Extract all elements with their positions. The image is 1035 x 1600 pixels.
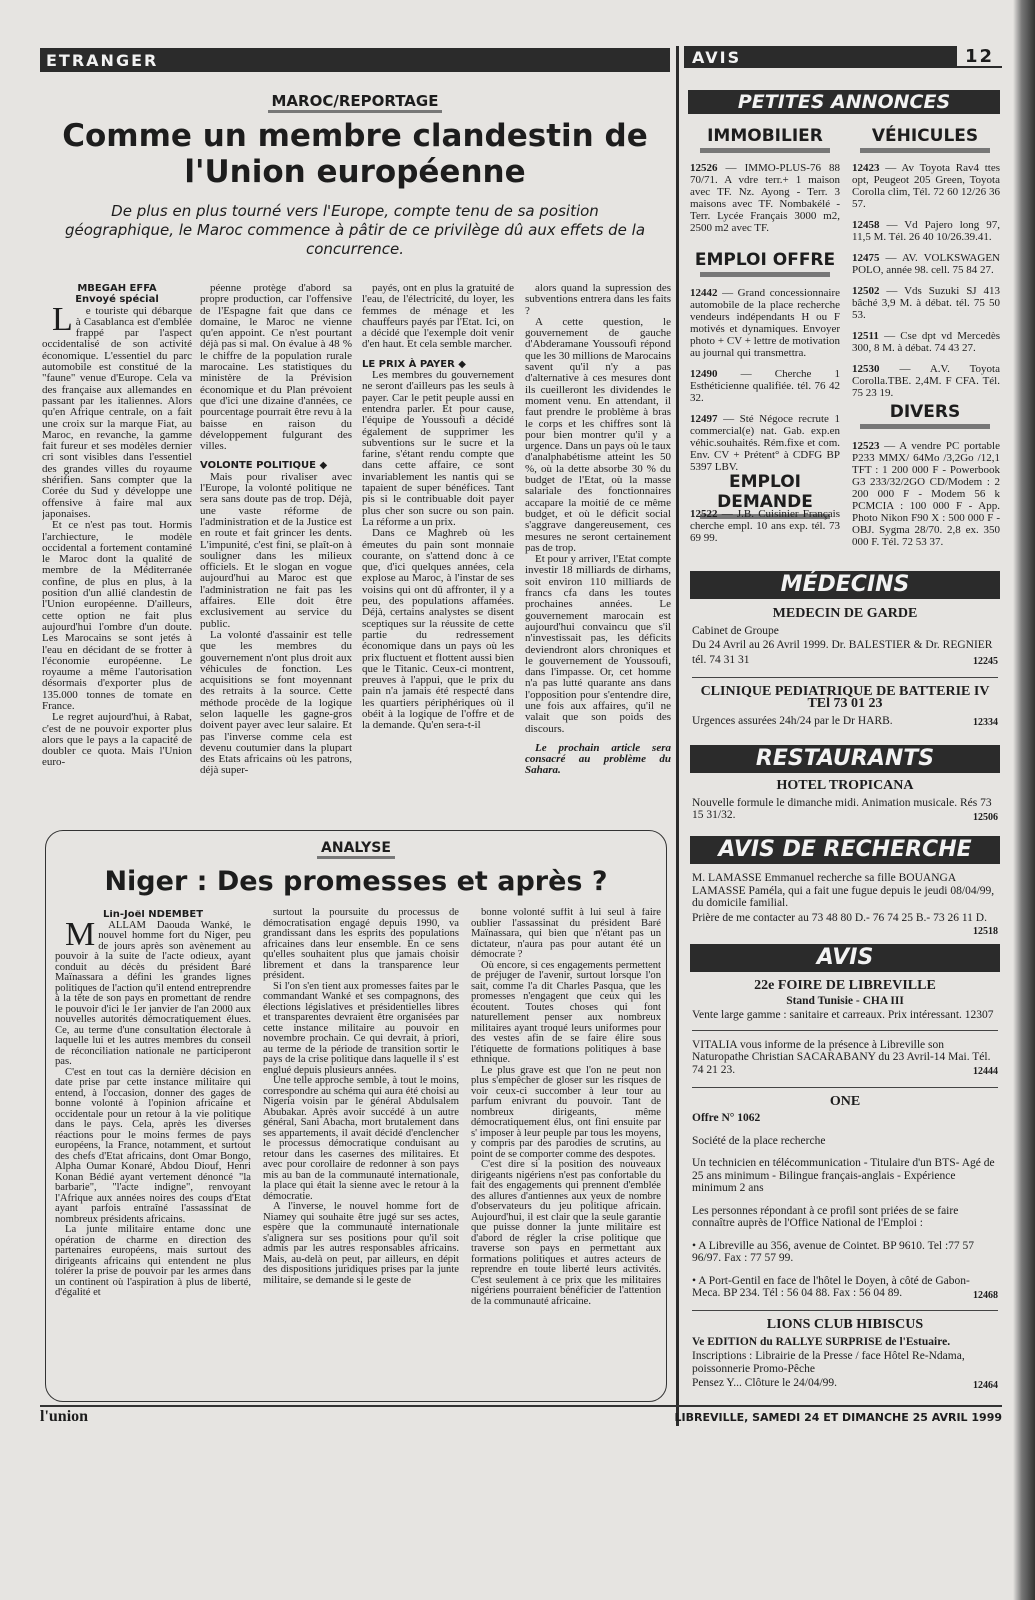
divider [692, 1310, 998, 1311]
ad-ref: 12526 [690, 162, 718, 174]
paragraph: Mais pour rivaliser avec l'Europe, la volonté politique ne sera sans doute pas de trop. Déjà, une vaste réforme de l'administration et de la Justice est en route et fait grincer les dents. L'impunité, c'est fini, se plaît-on à souligner dans les milieux officiels. Et le slogan en vogue aujourd'hui au Maroc est que l'administration ne fait pas les affaires. Elle doit être exclusivement au service du public. [200, 470, 352, 630]
ad-ref: 12444 [973, 1066, 998, 1077]
ad-text: — Vd Pajero long 97, 11,5 M. Tél. 26 40 10/26.39.41. [852, 219, 1000, 243]
section-name: ETRANGER [46, 51, 159, 70]
medecin-garde-title: MEDECIN DE GARDE [772, 606, 918, 621]
paragraph: payés, ont en plus la gratuité de l'eau, de l'électricité, du loyer, les femmes de ménage et les chauffeurs payés par l'Etat. Ici, on a décidé que l'exemple doit venir d'en haut. Et cela semble marcher. [362, 283, 514, 351]
paragraph: Où encore, si ces engagements permettent de préjuger de l'avenir, surtout lorsque l'on sait, comme l'a dit Charles Pasqua, que les promesses n'engagent que ceux qui les écoutent. Toutes choses qui font naturellement penser aux nombreux militaires ayant troqué leurs uniformes pour des vestes afin de se faire élire sous l'étiquette de formations politiques à base ethnique. [471, 959, 661, 1065]
page-footer [40, 1405, 1002, 1427]
medecins-banner: MÉDECINS [690, 571, 1000, 599]
clinique-text: Urgences assurées 24h/24 par le Dr HARB. [692, 714, 893, 727]
classified-ad [690, 162, 840, 234]
ad-ref: 12506 [973, 811, 998, 823]
classified-ad [690, 508, 840, 544]
byline: Envoyé spécial [75, 294, 159, 306]
ad-ref: 12511 [852, 330, 879, 342]
paragraph: La junte militaire entame donc une opération de charme en direction des partenaires européens, mais surtout des dirigeants africains qui entendent ne plus tolérer la prise de pouvoir par les armes dans un continent où l'aspiration à plus de liberté, d'égalité et [55, 1224, 251, 1298]
one-text: • A Libreville au 356, avenue de Cointet. BP 9610. Tel :77 57 96/97. Fax : 77 57 99. [692, 1239, 975, 1264]
ad-text: — Sté Négoce recrute 1 commercial(e) nat. Gab. exp.en véhic.souhaités. Rém.fixe et com. Env. CV + Prétent° à CDFG BP 5397 LBV. [690, 413, 840, 473]
ad-text: — Cherche 1 Esthéticienne qualifiée. tél. 76 42 32. [690, 368, 840, 404]
ad-ref: 12442 [690, 287, 718, 299]
lions-text: Pensez Y... Clôture le 24/04/99. [692, 1377, 838, 1389]
ad-ref: 12490 [690, 368, 718, 380]
analyse-kicker-text: ANALYSE [317, 840, 395, 859]
subheading: VOLONTE POLITIQUE ◆ [200, 460, 328, 472]
ad-text: — J.B. Cuisinier Français cherche empl. 10 ans exp. tél. 73 69 99. [690, 508, 840, 544]
paragraph: A cette question, le gouvernement de gauche d'Abderamane Youssoufi répond que les 30 millions de Marocains savent qu'il n'y a pas d'alternative à ces mesures dont ils cueilleront les dividendes le moment venu. En attendant, il faut prendre le problème à bras le corps et les chiffres sont là pour bien montrer qu'il y a urgence. Dans un pays où le taux d'analphabétisme atteint les 50 %, où la dette absorbe 30 % du budget de l'Etat, où la masse salariale des fonctionnaires accapare la moitié de ce même budget, et où le déficit social s'aggrave dangereusement, ces mesures ne seront certainement pas de trop. [525, 315, 671, 554]
newspaper-logo: l'union [40, 1408, 89, 1425]
section-name-right: AVIS [692, 48, 742, 67]
article-column-4 [525, 283, 671, 823]
divider [692, 1087, 998, 1088]
ad-ref: 12497 [690, 413, 718, 425]
paragraph: bonne volonté suffit à lui seul à faire oublier l'assassinat du président Baré Maïnassara, qui bien que n'étant pas un dictateur, n'aura pas pour autant été un démocrate ? [471, 908, 661, 960]
article-kicker [40, 92, 670, 110]
vitalia-text: VITALIA vous informe de la présence à Libreville son Naturopathe Christian SACARABANY du 23 Avril-14 Mai. Tél. 74 21 23. [692, 1038, 991, 1076]
paragraph: C'est dire si la position des nouveaux dirigeants nigériens n'est pas confortable du fait des engagements qui prennent d'emblée des allures d'antiennes aux yeux de nombre d'observateurs du jeu politique africain. Aujourd'hui, il est clair que la seule garantie que puisse donner la junte militaire est d'abord de régler la crise politique que traverse son pays en permettant aux formations politiques et autres acteurs de reprendre en toute liberté leurs activités. C'est seulement à ce prix que les militaires nigériens pourraient bénéficier de l'attention de la communauté africaine. [471, 1159, 661, 1307]
classified-ad [690, 368, 840, 404]
ad-ref: 12245 [973, 656, 998, 667]
dateline: LIBREVILLE, SAMEDI 24 ET DIMANCHE 25 AVRIL 1999 [674, 1410, 1002, 1424]
paragraph: surtout la poursuite du processus de démocratisation engagé depuis 1990, va grandissant dans les esprits des populations africaines dans leur ensemble. En ce sens qu'elles souhaitent plus que jamais choisir librement et dans la transparence leur président. [263, 908, 459, 981]
one-offre: Offre N° 1062 [692, 1112, 761, 1124]
kicker-text: MAROC/REPORTAGE [268, 92, 443, 113]
lions-text: Ve EDITION du RALLYE SURPRISE de l'Estuaire. [692, 1335, 951, 1348]
ad-text: — Cse dpt vd Mercedès 300, 8 M. à débat. 74 43 27. [852, 330, 1000, 354]
category-emploi-demande: EMPLOI DEMANDE [690, 472, 840, 519]
classified-ad [852, 285, 1000, 321]
ad-ref: 12458 [852, 219, 880, 231]
classified-ad [852, 219, 1000, 243]
ad-ref: 12530 [852, 363, 880, 375]
paragraph: alors quand la supression des subventions entrera dans les faits ? [525, 283, 671, 317]
ad-ref: 12334 [973, 717, 998, 728]
subheading: LE PRIX À PAYER ◆ [362, 358, 466, 370]
restaurant-text: Nouvelle formule le dimanche midi. Animation musicale. Rés 73 15 31/32. [692, 796, 992, 821]
paragraph: Le plus grave est que l'on ne peut non plus s'empêcher de gloser sur les risques de voir ceux-ci succomber à leur tour au parfum enivrant du pouvoir. Tant de nombreux dirigeants, même démocratiquement élus, ont fini ensuite par s' imposer à leur peuple par tous les moyens, y compris par des parodies de scrutins, au point de se comporter comme des despotes. [471, 1064, 661, 1160]
paragraph: MALLAM Daouda Wanké, le nouvel homme fort du Niger, peu de jours après son avènement au pouvoir à la suite de l'acte odieux, ayant conduit au décès du président Baré Maïnassara a défini les grandes lignes politiques de l'action qu'il entend entreprendre à la tête de son pays en promettant de rendre le pouvoir d'ici le 1er janvier de l'an 2000 aux nouvelles autorités démocratiquement élues. Ce, au terme d'une consultation électorale à laquelle lui et les autres membres du conseil de réconciliation nationale ne participeront pas. [55, 915, 251, 1067]
paragraph: Les membres du gouvernement ne seront d'ailleurs pas les seuls à payer. Car le petit peuple aussi en entendra parler. Et pour cause, l'équipe de Youssoufi a décidé également de supprimer les subventions sur le sucre et la farine, s'étant rendu compte que dans cette affaire, ce sont invariablement les nantis qui se tapaient de super bénéfices. Tant pis si le contribuable doit payer plus cher son sucre ou son pain. La réforme a un prix. [362, 369, 514, 528]
paragraph: La volonté d'assainir est telle que les membres du gouvernement n'ont plus droit aux véhicules de fonction. Les acquisitions se font moyennant des retraits à la source. Cette méthode procède de la logique selon laquelle les gagne-gros doivent payer avec leur salaire. Et pas l'inverse comme cela est devenu coutumier dans la plupart des Etats africains où les patrons, déjà super- [200, 628, 352, 777]
clinique-tel: TEl 73 01 23 [807, 696, 883, 711]
garde-line: Du 24 Avril au 26 Avril 1999. Dr. BALESTIER & Dr. REGNIER [692, 639, 993, 651]
ad-text: — A.V. Toyota Corolla.TBE. 2,4M. F CFA. Tél. 75 23 19. [852, 363, 1000, 399]
divider [692, 677, 998, 678]
lions-text: Inscriptions : Librairie de la Presse / face Hôtel Re-Ndama, poissonnerie Promo-Pêche [692, 1350, 965, 1375]
emploi-demande-list [690, 508, 840, 553]
ad-ref: 12468 [973, 1289, 998, 1301]
ad-ref: 12518 [973, 926, 998, 937]
classified-ad [852, 363, 1000, 399]
one-text: Société de la place recherche [692, 1134, 826, 1147]
classified-ad [852, 330, 1000, 354]
lions-title: LIONS CLUB HIBISCUS [766, 1317, 924, 1332]
ad-text: — AV. VOLKSWAGEN POLO, année 98. cell. 75 84 27. [852, 252, 1000, 276]
restaurants-section [692, 776, 998, 824]
section-header [40, 48, 670, 72]
ad-ref: 12522 [690, 508, 718, 520]
recherche-contact: Prière de me contacter au 73 48 80 D.- 76 74 25 B.- 73 26 11 D. [692, 911, 987, 924]
paragraph: Le touriste qui débarque à Casablanca est d'emblée frappé par l'aspect occidentalisé de son activité économique. L'essentiel du parc automobile est constitué de la "faune" venue d'Europe. Cela va des française aux allemandes en passant par les italiennes. Alors qu'en Afrique centrale, on a fait une croix sur la marque Fiat, au Maroc, en revanche, la gamme fait fureur et ses modèles dernier cri sont visibles dans l'essentiel des grandes villes du royaume shérifien. Sans compter que la Corée du Sud y développe une offensive à faire mal aux japonaises. [42, 300, 192, 520]
category-immobilier: IMMOBILIER [690, 126, 840, 153]
garde-line: tél. 74 31 31 [692, 653, 750, 666]
byline: Lin-Joël NDEMBET [102, 910, 204, 920]
category-vehicules: VÉHICULES [850, 126, 1000, 153]
restaurants-banner: RESTAURANTS [690, 745, 1000, 773]
ad-ref: 12464 [973, 1379, 998, 1391]
ad-ref: 12502 [852, 285, 880, 297]
ad-text: — Vds Suzuki SJ 413 bâché 3,9 M. à débat. tél. 75 50 53. [852, 285, 1000, 321]
avis-banner: AVIS [690, 944, 1000, 972]
ad-text: — IMMO-PLUS-76 88 70/71. A vdre terr.+ 1 maison avec TF. Nz. Ayong - Terr. 3 maisons avec TF. Nombakélé - Terr. Lycée Français 3000 m2, 2500 m2 avec TF. [690, 162, 840, 234]
category-divers: DIVERS [850, 402, 1000, 429]
classified-ad [852, 162, 1000, 210]
classified-ad [852, 440, 1000, 548]
ad-text: — Av Toyota Rav4 ttes opt, Peugeot 205 Green, Toyota Corolla clim, Tél. 72 60 12/26 36 57. [852, 162, 1000, 210]
scan-edge [1013, 0, 1035, 1600]
article-column-1 [42, 283, 192, 823]
paragraph: Et pour y arriver, l'Etat compte investir 18 milliards de dirhams, soit environ 110 milliards de francs cfa dans les toutes prochaines années. Le gouvernement marocain est aujourd'hui convaincu que s'il n'investissait pas, les déficits deviendront alors chroniques et le gouvernement de Youssoufi, dans l'impasse. Or, cet homme n'a pas lutté quarante ans dans l'opposition pour s'entendre dire, une fois aux affaires, qu'il ne valait que son poids des discours. [525, 553, 671, 735]
article-lead: De plus en plus tourné vers l'Europe, compte tenu de sa position géographique, le Maroc commence à pâtir de ce privilège dû aux effets de la concurrence. [64, 202, 646, 258]
paragraph: A l'inverse, le nouvel homme fort de Niamey qui souhaite être jugé sur ses actes, espère que la communauté internationale s'alignera sur ses positions pour qu'il soit admis par les autres responsables africains. Mais, au-delà on peut, par ailleurs, en dépit des dispositions juridiques prises par la junte militaire, se demande si le geste de [263, 1201, 459, 1286]
paragraph: Le regret aujourd'hui, à Rabat, c'est de ne pouvoir exporter plus alors que le pays a la capacité de doubler ce quota. Mais l'Union euro- [42, 711, 192, 769]
medecins-section [692, 604, 998, 730]
analyse-column-2 [263, 908, 459, 1398]
vehicules-list [852, 162, 1000, 408]
petites-annonces-banner: PETITES ANNONCES [688, 90, 1000, 114]
analyse-kicker [45, 840, 667, 856]
ad-ref: 12523 [852, 440, 880, 452]
category-emploi-offre: EMPLOI OFFRE [690, 250, 840, 277]
classified-ad [690, 413, 840, 473]
restaurant-title: HOTEL TROPICANA [776, 778, 914, 793]
ad-text: — Grand concessionnaire automobile de la place recherche vendeurs indépendants H ou F motivés et dynamiques. Envoyer photo + CV + lettre de motivation au journal qui transmettra. [690, 287, 840, 359]
emploi-offre-list [690, 287, 840, 482]
analyse-title: Niger : Des promesses et après ? [104, 866, 608, 897]
article-column-2 [200, 283, 352, 823]
divider [692, 1030, 998, 1031]
garde-line: Cabinet de Groupe [692, 624, 779, 637]
paragraph: Et ce n'est pas tout. Hormis l'archiecture, le modèle occidental a fortement contaminé le Maroc dont la qualité de membre de la Méditerranée confine, de plus en plus, à la position d'un allié clandestin de l'Union européenne. D'ailleurs, cette option ne fait plus aujourd'hui l'ombre d'un doute. Les Marocains se sont jetés à l'eau en décidant de se frotter à l'économie européenne. Le royaume a même l'autorisation désormais d'exporter plus de 135.000 tonnes de tomate en France. [42, 519, 192, 712]
recherche-text: M. LAMASSE Emmanuel recherche sa fille BOUANGA LAMASSE Paméla, qui a fait une fugue depuis le jeudi 08/04/99, du domicile familial. [692, 872, 995, 909]
article-column-3 [362, 283, 514, 823]
one-text: Un technicien en télécommunication - Titulaire d'un BTS- Agé de 25 ans minimum - Bilingue français-anglais - Expérience minimum 2 ans [692, 1157, 995, 1194]
foire-text: Vente large gamme : sanitaire et carreaux. Prix intéressant. 12307 [692, 1009, 994, 1021]
avis-section [692, 976, 998, 1392]
paragraph: Une telle approche semble, à tout le moins, correspondre au schéma qui aura été choisi au Nigeria voisin par le général Abdulsalem Abubakar. Après avoir succédé à un autre général, Sani Abacha, mort brutalement dans ses appartements, il avait décidé d'enclencher le processus démocratique conduisant au retour dans les casernes des militaires. Et avec pour corollaire de redonner à son pays mis au ban de la communauté internationale, la place qui était la sienne avec le retour à la démocratie. [263, 1075, 459, 1202]
page-number: 12 [957, 46, 1002, 66]
ad-ref: 12423 [852, 162, 880, 174]
paragraph: Dans ce Maghreb où les émeutes du pain sont monnaie courante, on s'attend donc à ce que, d'ici quelques années, cela explose au Maroc, à l'instar de ses voisins qui ont dû affronter, il y a peu, des populations affamées. Déjà, certains analystes se disent sceptiques sur la réussite de cette partie du redressement économique dans un pays où les prix fluctuent et flottent aussi bien que le Titanic. Ceux-ci montrent, preuves à l'appui, que le prix du pain n'a jamais été respecté dans les quartiers périphériques où il obéit à la logique de l'offre et de la demande. Qu'en sera-t-il [362, 527, 514, 732]
classified-ad [690, 287, 840, 359]
one-text: Les personnes répondant à ce profil sont priées de se faire connaître auprès de l'Office National de l'Emploi : [692, 1204, 959, 1229]
analyse-column-3 [471, 908, 661, 1398]
one-title: ONE [829, 1093, 861, 1109]
section-header-right [684, 46, 1002, 68]
avis-recherche-section [692, 872, 998, 939]
article-title: Comme un membre clandestin de l'Union européenne [62, 118, 648, 190]
paragraph: péenne protège d'abord sa propre production, car l'offensive de l'Espagne fait que dans ce domaine, le Maroc ne vienne qu'en appoint. Ce n'est pourtant déjà pas si mal. On évalue à 48 % le chiffre de la population rurale marocaine. Les statistiques du ministère de la Prévision économique et du Plan prévoient que d'ici une dizaine d'années, ce pourcentage pourrait être revu à la baisse en raison du développement fulgurant des villes. [200, 283, 352, 453]
clinique-title: CLINIQUE PEDIATRIQUE DE BATTERIE IV [700, 683, 990, 699]
one-text: • A Port-Gentil en face de l'hôtel le Doyen, à côté de Gabon-Meca. BP 234. Tél : 56 04 88. Fax : 56 04 89. [692, 1274, 970, 1299]
analyse-column-1 [55, 910, 251, 1398]
divers-list [852, 440, 1000, 557]
byline: MBEGAH EFFA [77, 283, 157, 294]
paragraph: Si l'on s'en tient aux promesses faites par le commandant Wanké et ses compagnons, des élections législatives et présidentielles libres et transparentes devraient être organisées par cette instance militaire au pouvoir en novembre prochain. Ce qui devrait, à priori, au terme de la période de transition sortir le pays de la crise politique dans laquelle il s' est englué depuis plusieurs années. [263, 980, 459, 1076]
column-divider [676, 46, 679, 1426]
immobilier-list [690, 162, 840, 243]
ad-ref: 12475 [852, 252, 880, 264]
paragraph: C'est en tout cas la dernière décision en date prise par cette instance militaire qui entend, à l'occasion, donner des gages de bonne volonté à l'opinion africaine et occidentale pour un retour à la vie politique dans le pays. Cela, après les diverses réactions pour le moins fermes de pays européens, la France, notamment, et surtout des chefs d'Etat africains, dont Omar Bongo, Alpha Oumar Konaré, Abdou Diouf, Henri Konan Bédié ayant vertement dénoncé "la barbarie", "l'acte indigne", renvoyant l'Afrique aux années noires des coups d'Etat ayant parfois entraîné l'assassinat de nombreux présidents africains. [55, 1066, 251, 1225]
paragraph: Le prochain article sera consacré au problème du Sahara. [525, 741, 671, 777]
foire-title: 22e FOIRE DE LIBREVILLE [754, 978, 936, 993]
ad-text: — A vendre PC portable P233 MMX/ 64Mo /3,2Go /12,1 TFT : 1 200 000 F - Powerbook G3 233/32/2GO CD/Modem : 2 200 000 F - Modem 56 k PCMCIA : 100 000 F - App. Photo Nikon F90 X : 500 000 F - OBJ. Sygma 28/70. 2,8 ex. 350 000 F. Tél. 72 53 37. [852, 440, 1000, 548]
foire-sub: Stand Tunisie - CHA III [786, 994, 904, 1007]
avis-recherche-banner: AVIS DE RECHERCHE [690, 836, 1000, 864]
classified-ad [852, 252, 1000, 276]
